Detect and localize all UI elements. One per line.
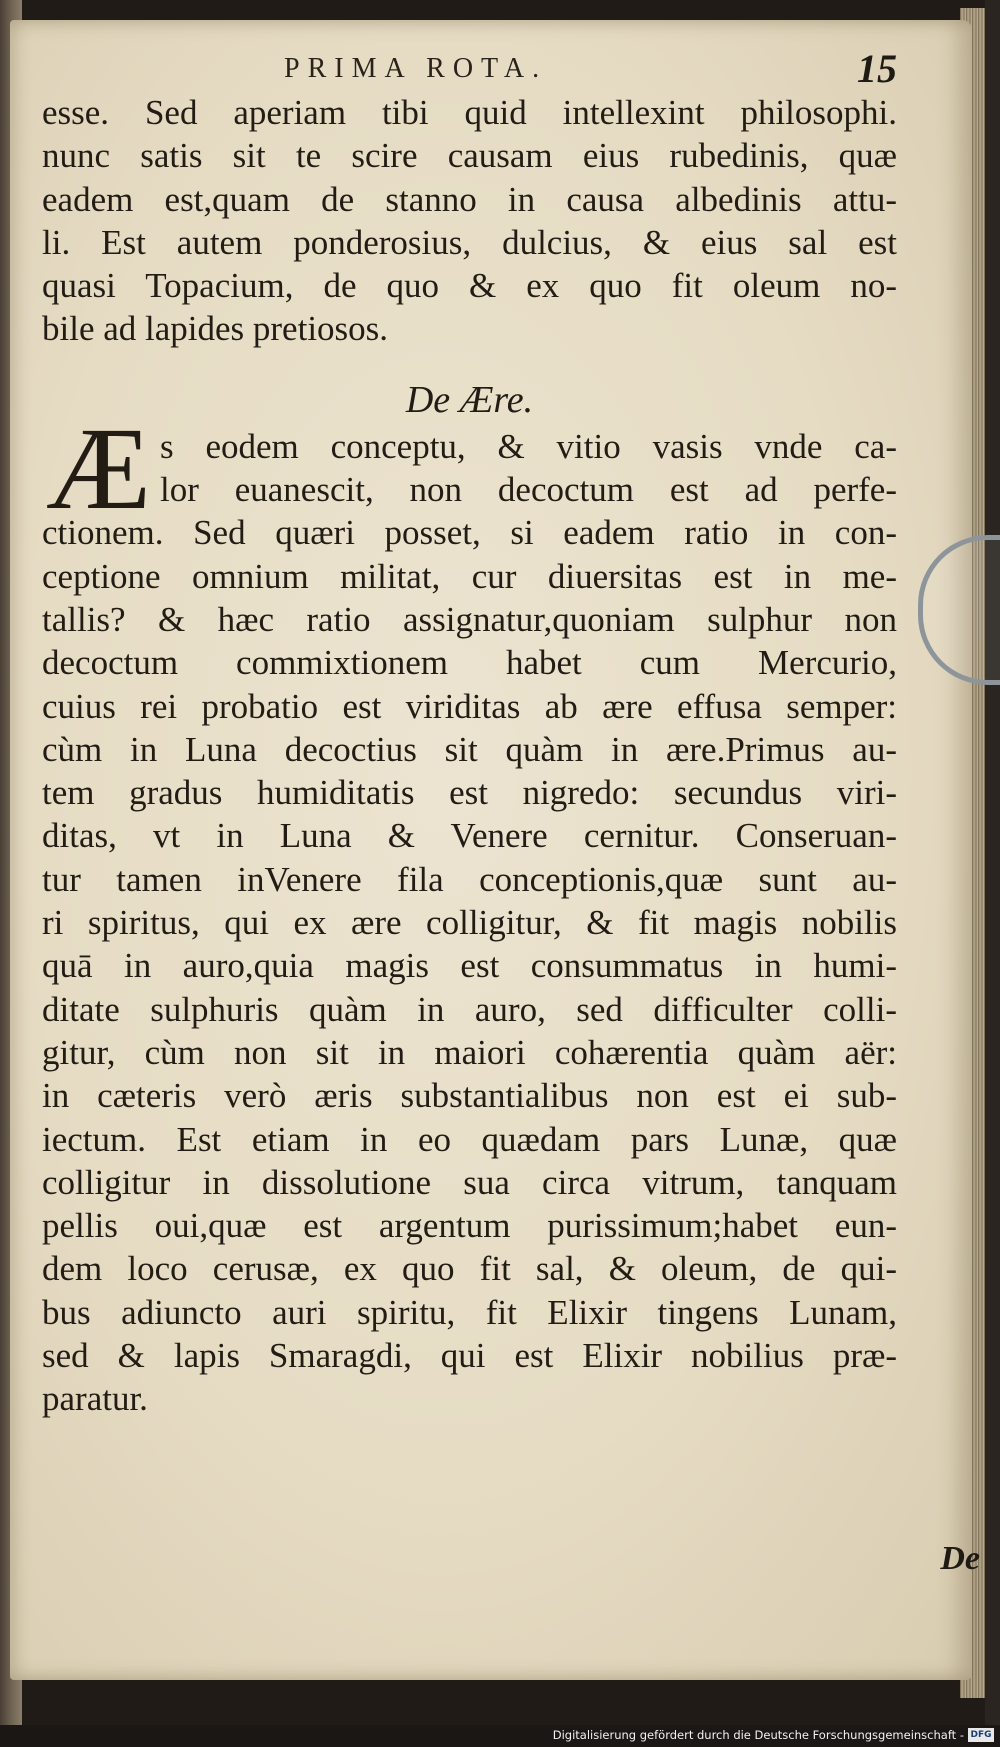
- catchword: De: [940, 1540, 980, 1577]
- text-line: cùm in Luna decoctius sit quàm in ære.Primus au-: [42, 729, 897, 769]
- text-line: tem gradus humiditatis est nigredo: secundus viri-: [42, 773, 897, 813]
- running-title: PRIMA ROTA.: [284, 53, 548, 84]
- text-line: decoctum commixtionem habet cum Mercurio,: [42, 643, 897, 683]
- text-line: sed & lapis Smaragdi, qui est Elixir nobilius præ-: [42, 1336, 897, 1376]
- text-line: bus adiuncto auri spiritu, fit Elixir tingens Lunam,: [42, 1292, 897, 1332]
- running-header: [42, 45, 897, 91]
- text-line: ceptione omnium militat, cur diuersitas est in me-: [42, 556, 897, 596]
- text-line: esse. Sed aperiam tibi quid intellexint philosophi.: [42, 93, 897, 132]
- drop-cap: Æ: [46, 402, 145, 534]
- text-line: colligitur in dissolutione sua circa vitrum, tanquam: [42, 1162, 897, 1202]
- section-heading: De Ære.: [405, 378, 534, 421]
- text-line: cuius rei probatio est viriditas ab ære effusa semper:: [42, 686, 897, 726]
- text-line: quasi Topacium, de quo & ex quo fit oleum no-: [42, 266, 897, 306]
- text-line: iectum. Est etiam in eo quædam pars Lunæ, quæ: [42, 1119, 897, 1159]
- text-line: tur tamen inVenere fila conceptionis,quæ sunt au-: [42, 859, 897, 899]
- text-line: lor euanescit, non decoctum est ad perfe-: [160, 470, 897, 510]
- text-line: pellis oui,quæ est argentum purissimum;habet eun-: [42, 1206, 897, 1246]
- text-line: s eodem conceptu, & vitio vasis vnde ca-: [160, 426, 897, 466]
- footer-credit: Digitalisierung gefördert durch die Deutsche Forschungsgemeinschaft -: [552, 1728, 964, 1742]
- text-line: ri spiritus, qui ex ære colligitur, & fit magis nobilis: [42, 903, 897, 943]
- text-line: li. Est autem ponderosius, dulcius, & eius sal est: [42, 222, 897, 262]
- page-text: [42, 45, 897, 1421]
- text-line: ditate sulphuris quàm in auro, sed difficulter colli-: [42, 989, 897, 1029]
- dfg-logo: DFG: [968, 1728, 994, 1742]
- text-block-main: [42, 402, 897, 1421]
- text-line: gitur, cùm non sit in maiori cohærentia quàm aër:: [42, 1032, 897, 1072]
- text-line: eadem est,quam de stanno in causa albedinis attu-: [42, 179, 897, 219]
- text-block-top: [42, 91, 897, 351]
- text-line: dem loco cerusæ, ex quo fit sal, & oleum, de qui-: [42, 1249, 897, 1289]
- text-line: bile ad lapides pretiosos.: [42, 309, 389, 349]
- book-edge-dark: [985, 0, 1000, 1747]
- text-line: ctionem. Sed quæri posset, si eadem ratio in con-: [42, 513, 897, 553]
- text-line: quā in auro,quia magis est consummatus in humi-: [42, 946, 897, 986]
- page-number: 15: [857, 46, 897, 91]
- text-line: ditas, vt in Luna & Venere cernitur. Conseruan-: [42, 816, 897, 856]
- text-line: in cæteris verò æris substantialibus non est ei sub-: [42, 1076, 897, 1116]
- text-line: paratur.: [42, 1379, 148, 1419]
- text-line: nunc satis sit te scire causam eius rubedinis, quæ: [42, 136, 897, 176]
- text-line: tallis? & hæc ratio assignatur,quoniam sulphur non: [42, 599, 897, 639]
